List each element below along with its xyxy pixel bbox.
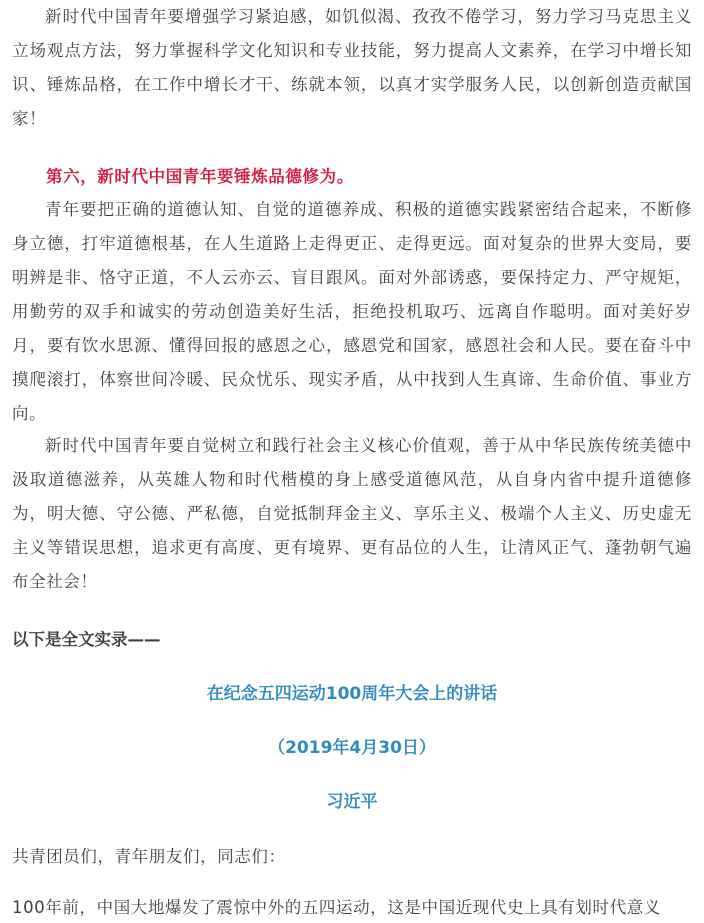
speech-date: （2019年4月30日） [268, 738, 436, 758]
paragraph-morality: 青年要把正确的道德认知、自觉的道德养成、积极的道德实践紧密结合起来，不断修身立德，打牢道德根基，在人生道路上走得更正、走得更远。面对复杂的世界大变局，要明辨是非、恪守正道，不人云亦云、盲目跟风。面对外部诱惑，要保持定力、严守规矩，用勤劳的双手和诚实的劳动创造美好生活，拒绝投机取巧、远离自作聪明。面对美好岁月，要有饮水思源、懂得回报的感恩之心，感恩党和国家，感恩社会和人民。要在奋斗中摸爬滚打，体察世间冷暖、民众忧乐、现实矛盾，从中找到人生真谛、生命价值、事业方向。 [12, 200, 692, 423]
full-text-intro: 以下是全文实录—— [12, 630, 161, 649]
greeting-line: 共青团员们，青年朋友们，同志们： [12, 847, 286, 866]
section-heading-sixth: 第六，新时代中国青年要锤炼品德修为。 [46, 167, 354, 186]
paragraph-core-values: 新时代中国青年要自觉树立和践行社会主义核心价值观，善于从中华民族传统美德中汲取道德滋养，从英雄人物和时代楷模的身上感受道德风范，从自身内省中提升道德修为，明大德、守公德、严私德，自觉抵制拜金主义、享乐主义、极端个人主义、历史虚无主义等错误思想，追求更有高度、更有境界、更有品位的人生，让清风正气、蓬勃朝气遍布全社会！ [12, 436, 692, 591]
speaker-name: 习近平 [326, 792, 378, 812]
speech-title: 在纪念五四运动100周年大会上的讲话 [206, 684, 498, 704]
opening-paragraph-line: 100年前，中国大地爆发了震惊中外的五四运动，这是中国近现代史上具有划时代意义 [12, 898, 661, 917]
paragraph-study: 新时代中国青年要增强学习紧迫感，如饥似渴、孜孜不倦学习，努力学习马克思主义立场观点方法，努力掌握科学文化知识和专业技能，努力提高人文素养，在学习中增长知识、锤炼品格，在工作中增长才干、练就本领，以真才实学服务人民，以创新创造贡献国家！ [12, 7, 692, 128]
